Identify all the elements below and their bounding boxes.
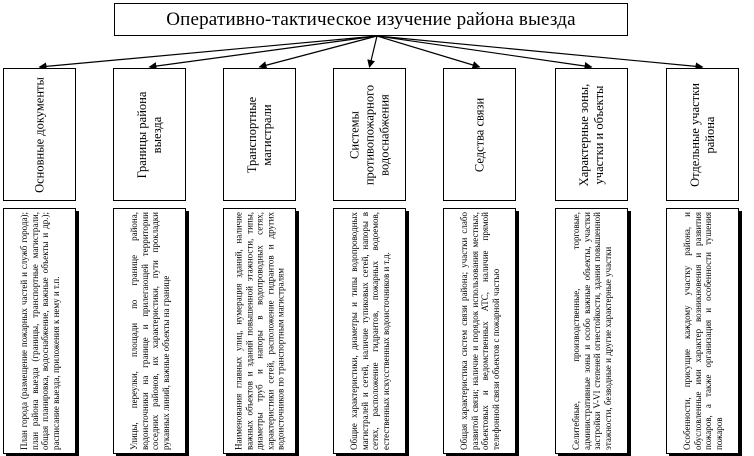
detail-box-water-supply: [333, 208, 406, 454]
category-label: Седства связи: [472, 97, 486, 172]
detail-text: Общая характеристика систем связи района; участки слабо развитой связи; наличие и порядок использования местных, объектовых и ведомственных АТС, наличие прямой телефонной связи объектов с пожарной частью: [458, 212, 501, 450]
category-box-water-supply: [333, 68, 406, 201]
category-box-district-areas: [666, 68, 739, 201]
category-label: Характерные зоны, участки и объекты: [576, 83, 606, 186]
diagram-title-box: [114, 3, 628, 36]
category-label: Основные документы: [32, 76, 46, 193]
detail-text: Наименования главных улиц, нумерация зданий, наличие важных объектов и зданий повышенной этажности, типы, диаметры труб и напоры в водопроводных сетях, характеристики сетей, расположение гидрантов и других водоисточников по транспортным магистралям: [233, 212, 286, 450]
category-box-transport: [223, 68, 296, 201]
detail-text: Особенности, присущие каждому участку района, и обусловленные ими характер возникновения и развития пожаров, а также организация и особенности тушения пожаров: [681, 212, 724, 450]
detail-text: Общие характеристики, диаметры и типы водопроводных магистралей и сетей, наличие тупиковых сетей, напоры в сетях, расположение гидрантов, пожарных водоемов, естественных искусственных водоисточников и т.д.: [348, 212, 391, 450]
detail-box-communications: [443, 208, 516, 454]
category-label: Границы района выезда: [134, 91, 164, 178]
detail-box-district-areas: [666, 208, 739, 454]
category-box-boundaries: [113, 68, 186, 201]
detail-text: Селитебные, производственные, торговые, административные зоны и особо важные объекты, участки застройки V-VI степеней огнестойкости, здания повышенной этажности, безводные и другие характерные участки: [570, 212, 613, 450]
connector-arrow: [150, 36, 378, 67]
connector-arrow: [260, 36, 378, 67]
connector-arrow: [370, 36, 378, 67]
connector-arrow: [377, 36, 703, 67]
connector-arrow: [40, 36, 378, 67]
category-label: Транспортные магистрали: [244, 96, 274, 173]
detail-text: План города (размещение пожарных частей и служб города); план района выезда (границы, транспортные магистрали, общая планировка, водоснабжение, важные объекты и др.); расписание выезда, приложения к нему и т.п.: [18, 212, 61, 450]
category-box-communications: [443, 68, 516, 201]
connector-arrow: [377, 36, 592, 67]
category-box-documents: [3, 68, 76, 201]
category-box-zones: [555, 68, 628, 201]
detail-box-documents: [3, 208, 76, 454]
detail-box-boundaries: [113, 208, 186, 454]
detail-box-transport: [223, 208, 296, 454]
detail-text: Улицы, переулки, площади по границе района, водоисточники на границе и прилегающей территории соседних районов, их характеристики, пути прокладки рукавных линий, важные объекты на границе: [128, 212, 171, 450]
detail-box-zones: [555, 208, 628, 454]
category-label: Системы противопожарного водоснабжения: [347, 84, 391, 185]
category-label: Отдельные участки района: [687, 82, 717, 187]
diagram-title: Оперативно-тактическое изучение района выезда: [166, 8, 576, 30]
